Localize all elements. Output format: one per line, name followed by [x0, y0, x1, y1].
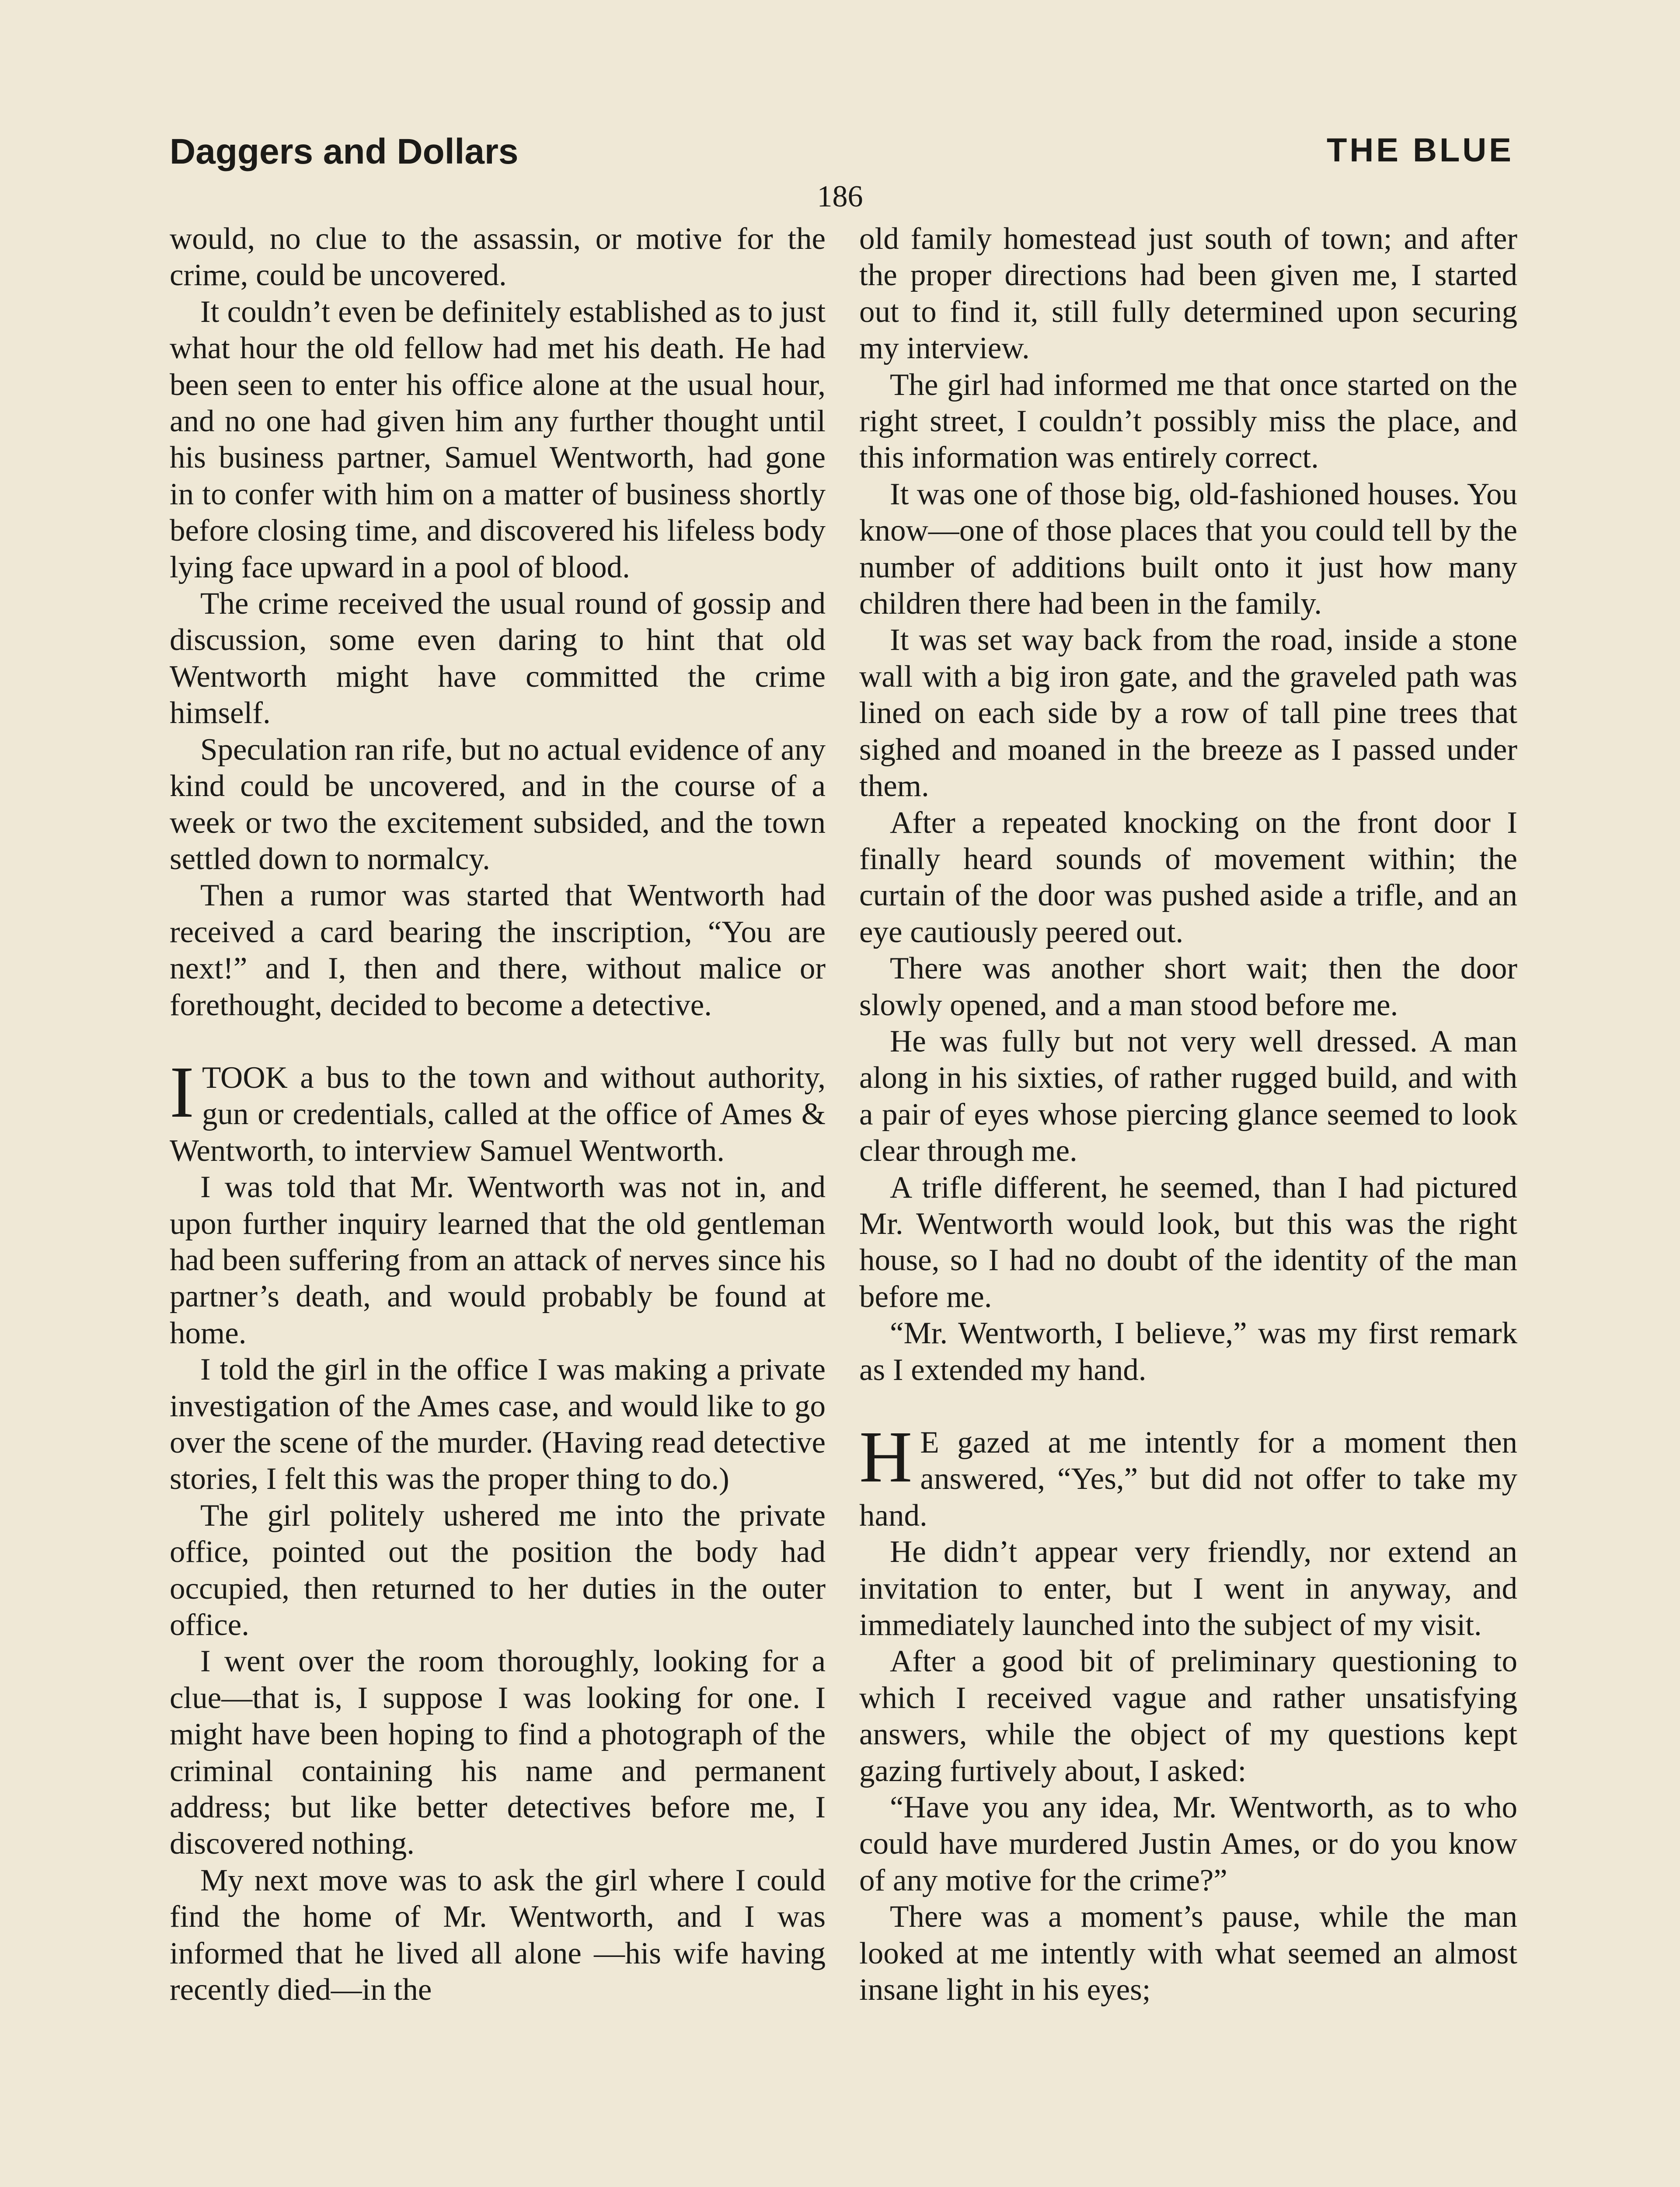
paragraph: After a good bit of preliminary questioning to which I received vague and rather unsatisfying answers, while the object of my questions kept gazing furtively about, I asked: [859, 1644, 1517, 1788]
paragraph: old family homestead just south of town; and after the proper directions had been given me, I started out to find it, still fully determined upon securing my interview. [859, 222, 1517, 366]
page-number: 186 [817, 180, 863, 213]
paragraph: I went over the room thoroughly, looking for a clue—that is, I suppose I was looking for one. I might have been hoping to find a photograph of the criminal containing his name and permanent address; but like better detectives before me, I discovered nothing. [170, 1644, 826, 1861]
paragraph: There was another short wait; then the door slowly opened, and a man stood before me. [859, 951, 1517, 1022]
paragraph: A trifle different, he seemed, than I had pictured Mr. Wentworth would look, but this was the right house, so I had no doubt of the identity of the man before me. [859, 1170, 1517, 1314]
paragraph: It was one of those big, old-fashioned houses. You know—one of those places that you could tell by the number of additions built onto it just how many children there had been in the family. [859, 477, 1517, 621]
paragraph: He was fully but not very well dressed. A man along in his sixties, of rather rugged build, and with a pair of eyes whose piercing glance seemed to look clear through me. [859, 1024, 1517, 1168]
paragraph: After a repeated knocking on the front door I finally heard sounds of movement within; the curtain of the door was pushed aside a trifle, and an eye cautiously peered out. [859, 805, 1517, 949]
paragraph: I was told that Mr. Wentworth was not in, and upon further inquiry learned that the old gentleman had been suffering from an attack of nerves since his partner’s death, and would probably be found at home. [170, 1170, 826, 1350]
paragraph: Speculation ran rife, but no actual evidence of any kind could be uncovered, and in the course of a week or two the excitement subsided, and the town settled down to normalcy. [170, 732, 826, 876]
paragraph: My next move was to ask the girl where I could find the home of Mr. Wentworth, and I was informed that he lived all alone —his wife having recently died—in the [170, 1863, 826, 2007]
paragraph: It was set way back from the road, inside a stone wall with a big iron gate, and the graveled path was lined on each side by a row of tall pine trees that sighed and moaned in the breeze as I passed under them. [859, 623, 1517, 804]
paragraph: The crime received the usual round of gossip and discussion, some even daring to hint that old Wentworth might have committed the crime himself. [170, 587, 826, 730]
paragraph: The girl politely ushered me into the private office, pointed out the position the body had occupied, then returned to her duties in the outer office. [170, 1498, 826, 1642]
paragraph-text: TOOK a bus to the town and without authority, gun or credentials, called at the office of Ames & Wentworth, to interview Samuel Wentworth. [170, 1060, 826, 1168]
left-column [170, 221, 826, 2009]
paragraph-text: E gazed at me intently for a moment then answered, “Yes,” but did not offer to take my hand. [859, 1425, 1517, 1533]
paragraph: It couldn’t even be definitely established as to just what hour the old fellow had met his death. He had been seen to enter his office alone at the usual hour, and no one had given him any further thought until his business partner, Samuel Wentworth, had gone in to confer with him on a matter of business shortly before closing time, and discovered his lifeless body lying face upward in a pool of blood. [170, 294, 826, 584]
paragraph: The girl had informed me that once started on the right street, I couldn’t possibly miss the place, and this information was entirely correct. [859, 367, 1517, 475]
paragraph: would, no clue to the assassin, or motive for the crime, could be uncovered. [170, 222, 826, 293]
magazine-title: THE BLUE [1327, 132, 1514, 169]
drop-cap: H [859, 1416, 913, 1498]
paragraph: There was a moment’s pause, while the man looked at me intently with what seemed an almost insane light in his eyes; [859, 1900, 1517, 2007]
section-paragraph [170, 1051, 826, 1169]
story-title: Daggers and Dollars [170, 132, 519, 171]
paragraph: I told the girl in the office I was making a private investigation of the Ames case, and would like to go over the scene of the murder. (Having read detective stories, I felt this was the proper thing to do.) [170, 1352, 826, 1496]
section-paragraph [859, 1416, 1517, 1534]
paragraph: “Mr. Wentworth, I believe,” was my first remark as I extended my hand. [859, 1316, 1517, 1387]
paragraph: Then a rumor was started that Wentworth had received a card bearing the inscription, “You are next!” and I, then and there, without malice or forethought, decided to become a detective. [170, 878, 826, 1022]
drop-cap: I [170, 1051, 194, 1133]
paragraph: He didn’t appear very friendly, nor extend an invitation to enter, but I went in anyway, and immediately launched into the subject of my visit. [859, 1535, 1517, 1642]
paragraph: “Have you any idea, Mr. Wentworth, as to who could have murdered Justin Ames, or do you know of any motive for the crime?” [859, 1790, 1517, 1897]
right-column [859, 221, 1517, 2009]
